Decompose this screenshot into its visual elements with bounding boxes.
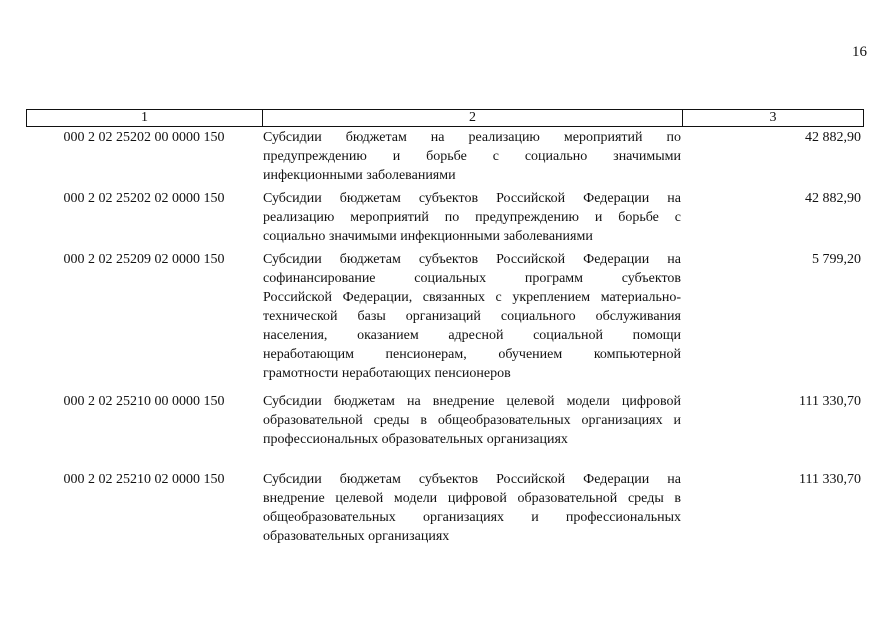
budget-code: 000 2 02 25210 00 0000 150 <box>63 394 225 409</box>
row-amount: 111 330,70 <box>799 394 861 409</box>
row-description <box>263 392 681 449</box>
budget-code: 000 2 02 25210 02 0000 150 <box>63 472 225 487</box>
row-description <box>263 250 681 383</box>
row-description <box>263 470 681 546</box>
row-description <box>263 128 681 185</box>
description-line: Субсидии бюджетам субъектов Российской Федерации на <box>263 191 681 206</box>
header-col-1: 1 <box>27 110 263 126</box>
row-description <box>263 189 681 246</box>
budget-code: 000 2 02 25202 02 0000 150 <box>63 191 225 206</box>
description-line: грамотности неработающих пенсионеров <box>263 366 511 381</box>
header-col-3: 3 <box>769 110 777 125</box>
row-amount: 111 330,70 <box>799 472 861 487</box>
description-line: софинансирование социальных программ субъектов <box>263 271 681 286</box>
description-line: инфекционными заболеваниями <box>263 168 456 183</box>
table-row <box>26 128 864 185</box>
description-line: технической базы организаций социального обслуживания <box>263 309 681 324</box>
table-row <box>26 250 864 383</box>
description-line: Субсидии бюджетам на внедрение целевой модели цифровой <box>263 394 681 409</box>
description-line: реализацию мероприятий по предупреждению и борьбе с <box>263 210 681 225</box>
description-line: предупреждению и борьбе с социально значимыми <box>263 149 681 164</box>
description-line: Субсидии бюджетам субъектов Российской Федерации на <box>263 472 681 487</box>
table-row <box>26 392 864 449</box>
description-line: образовательной среды в общеобразовательных организациях и <box>263 413 681 428</box>
description-line: Субсидии бюджетам на реализацию мероприятий по <box>263 130 681 145</box>
description-line: внедрение целевой модели цифровой образовательной среды в <box>263 491 681 506</box>
description-line: населения, оказанием адресной социальной помощи <box>263 328 681 343</box>
description-line: профессиональных образовательных организациях <box>263 432 568 447</box>
description-line: неработающим пенсионерам, обучением компьютерной <box>263 347 681 362</box>
description-line: социально значимыми инфекционными заболеваниями <box>263 229 593 244</box>
table-row <box>26 189 864 246</box>
table-header <box>26 109 864 127</box>
budget-code: 000 2 02 25202 00 0000 150 <box>63 130 225 145</box>
description-line: общеобразовательных организациях и профессиональных <box>263 510 681 525</box>
description-line: Российской Федерации, связанных с укреплением материально- <box>263 290 681 305</box>
table-row <box>26 470 864 546</box>
page-number: 16 <box>852 44 867 60</box>
table-body <box>26 128 864 546</box>
budget-code: 000 2 02 25209 02 0000 150 <box>63 252 225 267</box>
description-line: Субсидии бюджетам субъектов Российской Федерации на <box>263 252 681 267</box>
row-amount: 42 882,90 <box>805 130 861 145</box>
description-line: образовательных организациях <box>263 529 450 544</box>
row-amount: 5 799,20 <box>812 252 861 267</box>
header-col-2: 2 <box>263 110 683 126</box>
row-amount: 42 882,90 <box>805 191 861 206</box>
